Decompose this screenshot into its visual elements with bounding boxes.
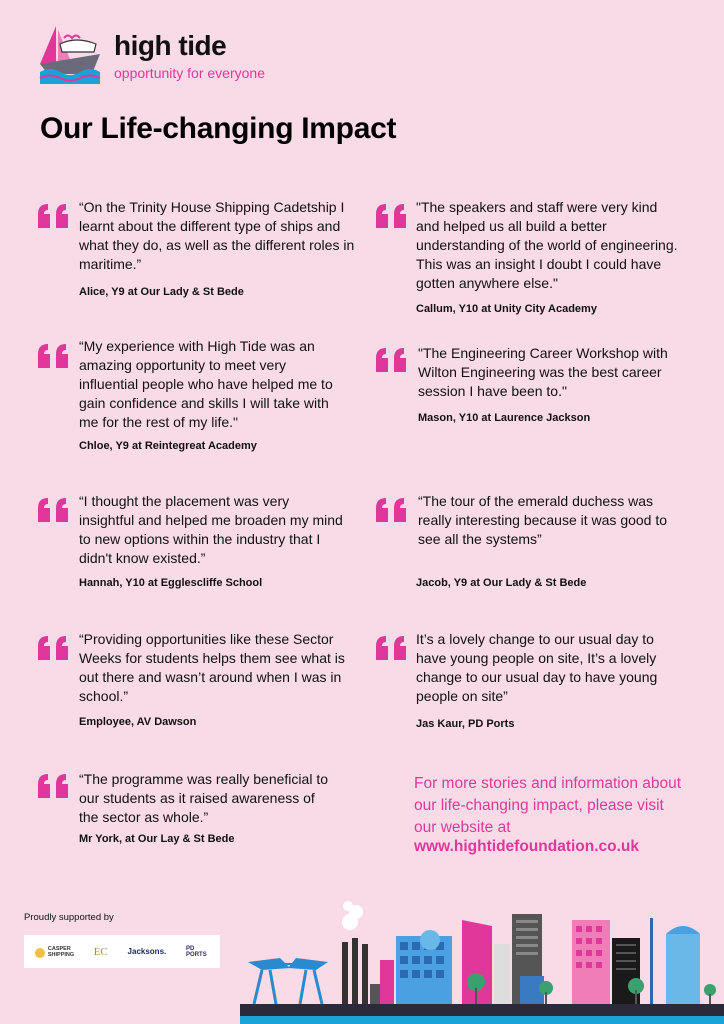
brand-tagline: opportunity for everyone [114, 65, 265, 81]
quote-author: Callum, Y10 at Unity City Academy [416, 303, 597, 315]
quote-mark-icon [36, 496, 70, 524]
quote-author: Jas Kaur, PD Ports [416, 718, 515, 730]
sponsor-ec: EC [93, 945, 108, 958]
quote-text: "The Engineering Career Workshop with Wilton Engineering was the best career session I have been to." [418, 345, 668, 399]
quote-author: Employee, AV Dawson [79, 716, 197, 728]
quote-text: It’s a lovely change to our usual day to have young people on site, It’s a lovely change to our usual day to have young people on site” [416, 631, 658, 704]
quote-mark-icon [36, 634, 70, 662]
sun-icon [34, 946, 46, 958]
supported-by-label: Proudly supported by [24, 912, 114, 923]
quote-text: “The tour of the emerald duchess was really interesting because it was good to see all the systems” [418, 493, 668, 547]
quote-mark-icon [36, 342, 70, 370]
quote-text: “The programme was really beneficial to our students as it raised awareness of the sector as whole.” [79, 771, 328, 825]
sponsor-casper-shipping: CASPER SHIPPING [34, 946, 74, 958]
quote-author: Alice, Y9 at Our Lady & St Bede [79, 286, 244, 298]
quote-mark-icon [36, 202, 70, 230]
quote-text: “On the Trinity House Shipping Cadetship I learnt about the different type of ships and what they do, as well as the different roles in maritime.” [79, 199, 355, 272]
more-info-text: For more stories and information about our life-changing impact, please visit our website at [414, 775, 682, 836]
quote-author: Mason, Y10 at Laurence Jackson [418, 412, 591, 424]
quote-author: Mr York, at Our Lay & St Bede [79, 833, 235, 845]
quote-author: Chloe, Y9 at Reintegreat Academy [79, 440, 257, 452]
website-link[interactable]: www.hightidefoundation.co.uk [414, 838, 640, 855]
page-title: Our Life-changing Impact [40, 112, 397, 145]
sponsor-jacksons: Jacksons. [127, 947, 167, 956]
quote-mark-icon [36, 772, 70, 800]
quote-mark-icon [374, 346, 408, 374]
quote-mark-icon [374, 634, 408, 662]
quote-mark-icon [374, 202, 408, 230]
quote-author: Jacob, Y9 at Our Lady & St Bede [416, 577, 587, 589]
quote-mark-icon [374, 496, 408, 524]
quote-text: “Providing opportunities like these Sector Weeks for students helps them see what is out there and wasn’t around when I was in school.” [79, 631, 345, 704]
sponsor-pd-ports: PD PORTS [186, 945, 207, 958]
high-tide-logo [38, 24, 108, 84]
industrial-skyline-illustration [240, 900, 724, 1024]
quote-author: Hannah, Y10 at Egglescliffe School [79, 577, 263, 589]
sponsor-logos [24, 935, 220, 968]
quote-text: “I thought the placement was very insightful and helped me broaden my mind to new options within the industry that I didn't know existed.” [79, 493, 343, 566]
brand-name: high tide [114, 30, 227, 61]
quote-text: "The speakers and staff were very kind and helped us all build a better understanding of the world of engineering. This was an insight I doubt I could have gotten anywhere else." [416, 199, 678, 291]
quote-text: “My experience with High Tide was an amazing opportunity to meet very influential people who have helped me to gain confidence and skills I will take with me for the rest of my life." [79, 338, 333, 430]
